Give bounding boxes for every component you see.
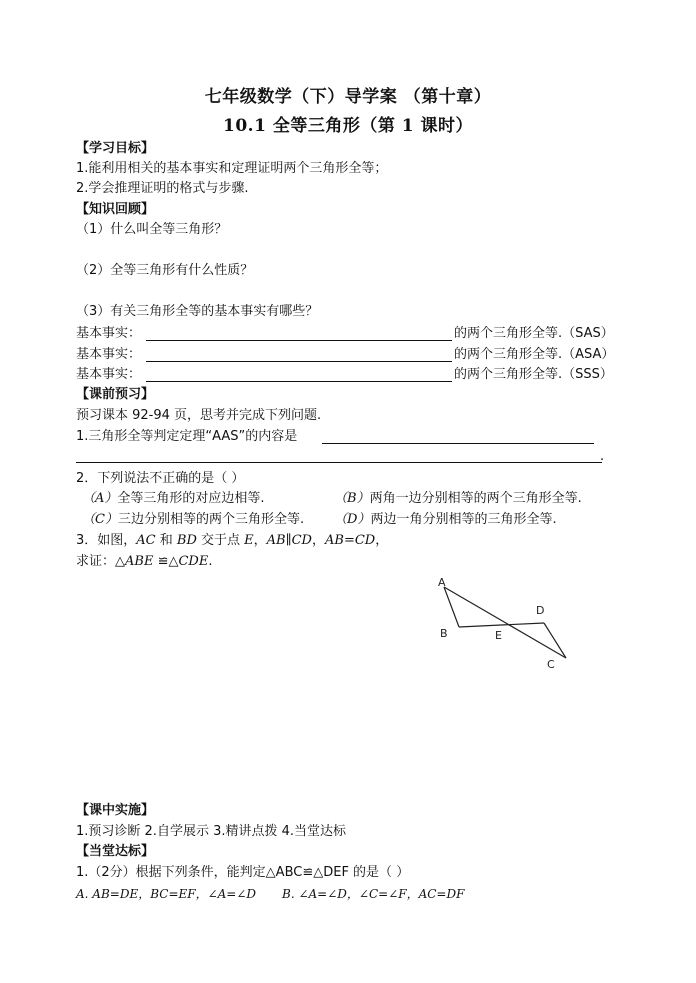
triangle-name: ABE [125, 554, 154, 569]
test-option-a: A. AB=DE，BC=EF，∠A=∠D [76, 887, 257, 901]
condition: AB∥CD [266, 533, 312, 548]
triangle-name: CDE [178, 554, 209, 569]
point-label-b: B [440, 627, 448, 640]
fact-prefix: 基本事实： [76, 367, 142, 382]
section-heading-preview: 【课前预习】 [76, 387, 155, 402]
option-d [334, 511, 557, 529]
sentence-end: . [600, 449, 605, 464]
prove-statement [76, 553, 212, 571]
option-c [82, 511, 304, 529]
option-text: 三边分别相等的两个三角形全等. [117, 512, 305, 527]
preview-intro: 预习课本 92-94 页，思考并完成下列问题. [76, 408, 322, 423]
preview-question: 2．下列说法不正确的是（ ） [76, 471, 245, 486]
answer-blank[interactable] [76, 448, 602, 463]
fact-prefix: 基本事实： [76, 326, 142, 341]
segment-bd [459, 623, 544, 627]
section-heading-review: 【知识回顾】 [76, 202, 155, 217]
answer-blank[interactable] [146, 326, 452, 341]
text: 交于点 [196, 533, 245, 548]
segment-cd [544, 623, 566, 658]
text: ， [311, 533, 325, 548]
text: 求证：△ [76, 554, 125, 569]
point-label-a: A [438, 576, 446, 589]
geometry-figure [430, 570, 580, 675]
text: . [208, 554, 213, 569]
text: 和 [155, 533, 177, 548]
point-label-d: D [536, 604, 545, 617]
option-text: 全等三角形的对应边相等. [117, 491, 265, 506]
option-text: 两角一边分别相等的两个三角形全等. [369, 491, 582, 506]
option-label: （D） [334, 512, 371, 527]
option-label: （C） [82, 512, 118, 527]
section-heading-goals: 【学习目标】 [76, 141, 155, 156]
text: ≌△ [153, 554, 179, 569]
point-label-c: C [547, 658, 555, 671]
answer-blank[interactable] [146, 347, 452, 362]
condition: AB=CD [325, 533, 376, 548]
section-heading-inclass: 【课中实施】 [76, 803, 155, 818]
option-text: 两边一角分别相等的三角形全等. [370, 512, 557, 527]
text: ， [375, 533, 389, 548]
text: 3．如图， [76, 533, 137, 548]
option-b [334, 490, 582, 508]
review-question: （2）全等三角形有什么性质？ [76, 263, 254, 278]
fact-prefix: 基本事实： [76, 347, 142, 362]
fact-suffix: 的两个三角形全等.（SSS） [454, 367, 613, 382]
point-label-e: E [495, 629, 502, 642]
review-question: （3）有关三角形全等的基本事实有哪些？ [76, 304, 319, 319]
fact-suffix: 的两个三角形全等.（ASA） [454, 347, 615, 362]
answer-blank[interactable] [146, 367, 452, 382]
preview-question-3 [76, 532, 388, 550]
review-question: （1）什么叫全等三角形？ [76, 222, 228, 237]
section-heading-test: 【当堂达标】 [76, 844, 155, 859]
segment-ac [444, 587, 566, 658]
test-option-b: B. ∠A=∠D，∠C=∠F，AC=DF [282, 887, 465, 901]
page-title: 七年级数学（下）导学案 （第十章） [204, 87, 492, 107]
inclass-steps: 1.预习诊断 2.自学展示 3.精讲点拨 4.当堂达标 [76, 824, 347, 839]
fact-suffix: 的两个三角形全等.（SAS） [454, 326, 614, 341]
answer-blank[interactable] [322, 429, 594, 444]
point-name: E [244, 533, 254, 548]
segment-name: AC [136, 533, 156, 548]
segment-ab [444, 587, 459, 627]
option-label: （A） [82, 491, 118, 506]
test-question: 1.（2分）根据下列条件，能判定△ABC≌△DEF 的是（ ） [76, 865, 410, 880]
segment-name: BD [176, 533, 197, 548]
goal-item: 2.学会推理证明的格式与步骤. [76, 181, 249, 196]
option-label: （B） [334, 491, 370, 506]
preview-question: 1.三角形全等判定定理“AAS”的内容是 [76, 429, 298, 444]
text: ， [253, 533, 267, 548]
page-subtitle: 10.1 全等三角形（第 1 课时） [223, 116, 473, 136]
option-a [82, 490, 265, 508]
goal-item: 1.能利用相关的基本事实和定理证明两个三角形全等； [76, 161, 388, 176]
